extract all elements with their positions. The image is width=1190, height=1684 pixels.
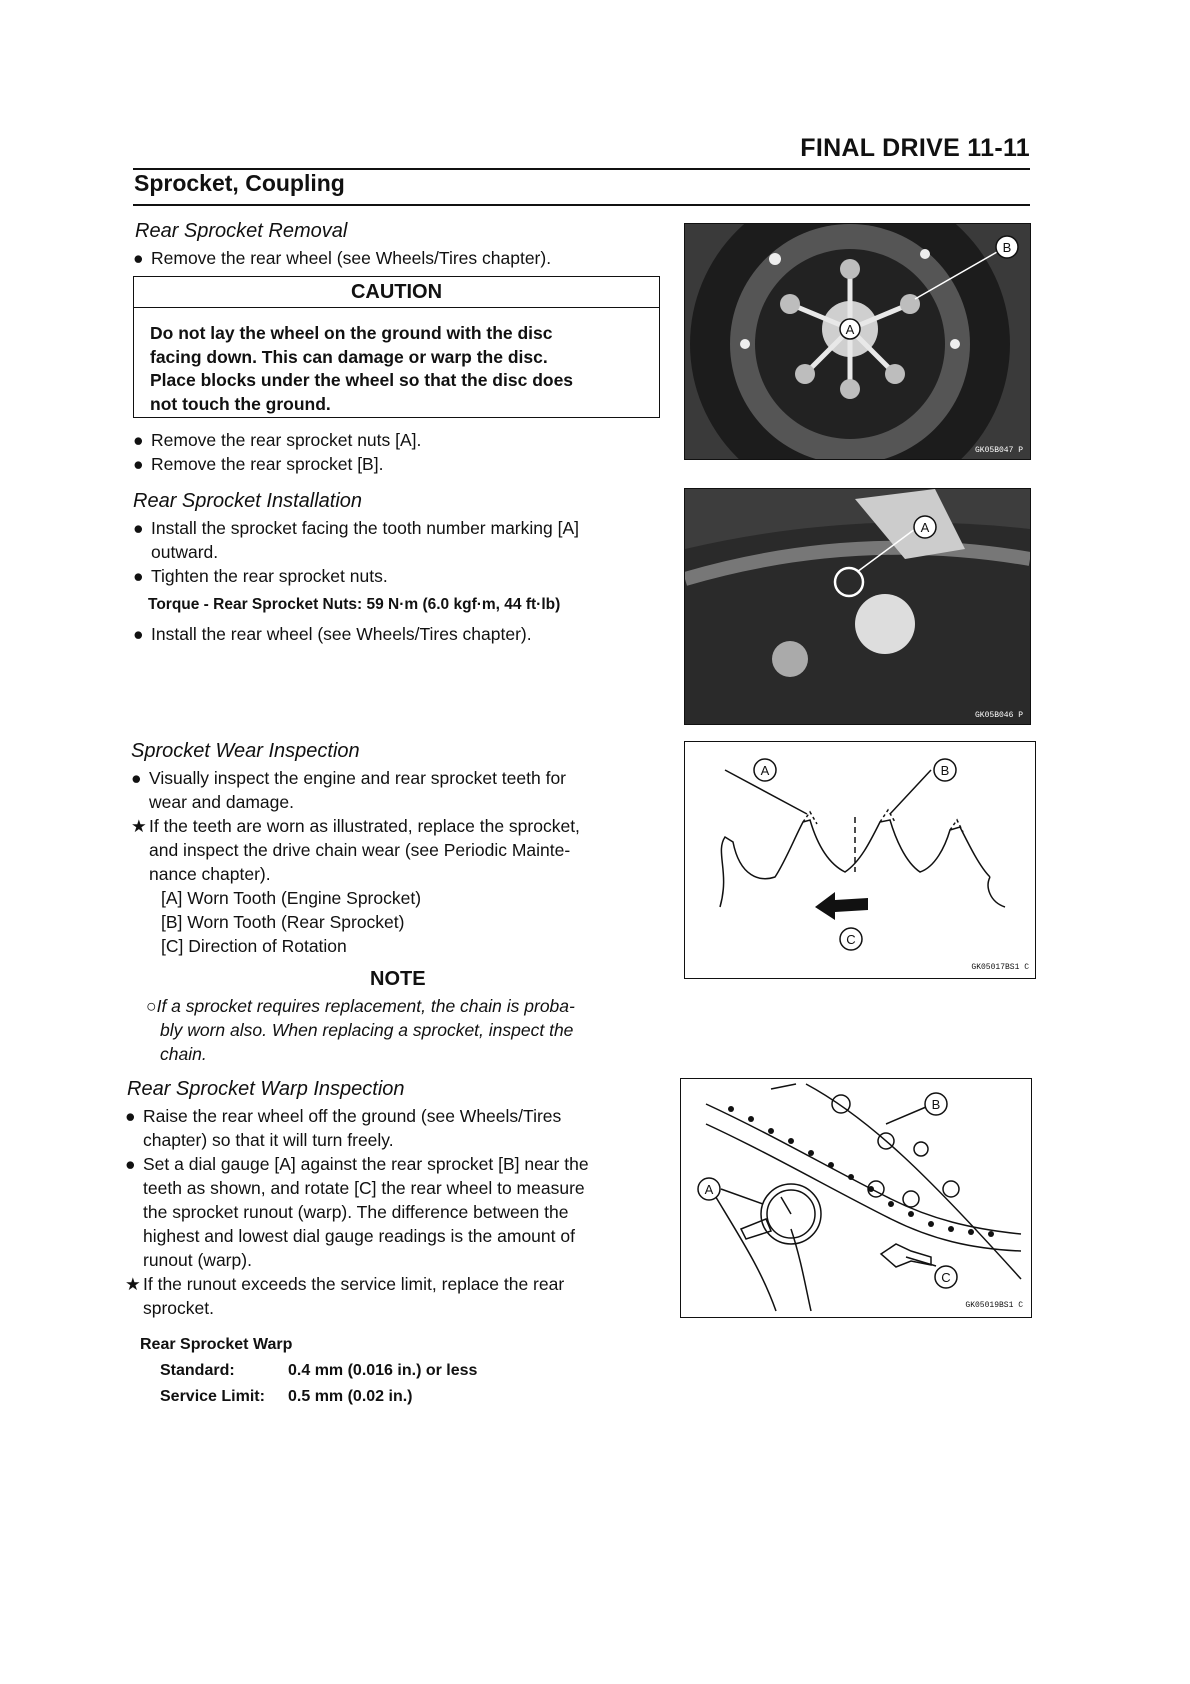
tooth-marking-illustration: [685, 489, 1030, 724]
worn-teeth-illustration: [685, 742, 1035, 978]
warp-spec: [140, 1332, 477, 1410]
spec-title: Rear Sprocket Warp: [140, 1336, 293, 1353]
callout-c-label: C: [846, 932, 856, 947]
figure-code: GK05B047 P: [974, 446, 1023, 455]
note-bullet-icon: ○: [146, 996, 157, 1016]
removal-step-3: ● Remove the rear sprocket [B].: [133, 454, 384, 474]
bullet-icon: ●: [133, 430, 144, 450]
figure-code: GK05019BS1 C: [965, 1301, 1023, 1310]
callout-c-label: C: [941, 1270, 951, 1285]
wear-step-1: ● Visually inspect the engine and rear sprocket teeth for wear and damage.: [131, 768, 567, 812]
section-title: Sprocket, Coupling: [134, 170, 345, 196]
callout-a-label: A: [845, 322, 855, 337]
limit-label: Service Limit:: [160, 1388, 265, 1405]
installation-step-1: ● Install the sprocket facing the tooth number marking [A] outward.: [133, 518, 579, 562]
warp-title: Rear Sprocket Warp Inspection: [127, 1078, 405, 1100]
standard-label: Standard:: [160, 1362, 235, 1379]
standard-value: 0.4 mm (0.016 in.) or less: [288, 1362, 478, 1379]
caution-box: [133, 276, 660, 418]
warp-step-3: ★ If the runout exceeds the service limit, replace the rear sprocket.: [125, 1274, 565, 1318]
figure-code: GK05017BS1 C: [971, 963, 1029, 972]
bullet-icon: ●: [125, 1154, 136, 1174]
wear-title: Sprocket Wear Inspection: [131, 740, 360, 762]
bullet-icon: ●: [133, 248, 144, 268]
wear-step-2: ★ If the teeth are worn as illustrated, replace the sprocket, and inspect the drive chain wear (see Periodic Mainte- nance chapter).: [131, 816, 580, 884]
figure-sprocket-nuts-photo: [684, 223, 1031, 460]
warp-step-2: ● Set a dial gauge [A] against the rear sprocket [B] near the teeth as shown, and rotate [C] the rear wheel to measure the sprocket runout (warp). The difference between the highest and lowest dial gauge readings is the amount of runout (warp).: [125, 1154, 589, 1270]
bullet-icon: ●: [131, 768, 142, 788]
sprocket-nuts-illustration: [685, 224, 1030, 459]
bullet-icon: ●: [133, 566, 144, 586]
bullet-icon: ●: [125, 1106, 136, 1126]
limit-value: 0.5 mm (0.02 in.): [288, 1388, 413, 1405]
callout-b-label: B: [1002, 240, 1012, 255]
warp-step-1: ● Raise the rear wheel off the ground (see Wheels/Tires chapter) so that it will turn freely.: [125, 1106, 562, 1150]
removal-step-2: ● Remove the rear sprocket nuts [A].: [133, 430, 422, 450]
bullet-icon: ●: [133, 454, 144, 474]
rotation-arrow-icon: [815, 892, 868, 920]
section-rule: [133, 204, 1030, 206]
wear-legend: [A] Worn Tooth (Engine Sprocket) [B] Worn Tooth (Rear Sprocket) [C] Direction of Rotation: [161, 888, 422, 956]
callout-a-label: A: [920, 520, 930, 535]
figure-tooth-marking-photo: [684, 488, 1031, 725]
star-icon: ★: [131, 816, 147, 836]
callout-a-label: A: [704, 1182, 714, 1197]
removal-title: Rear Sprocket Removal: [135, 220, 348, 242]
callout-a-label: A: [760, 763, 770, 778]
bullet-icon: ●: [133, 624, 144, 644]
bullet-icon: ●: [133, 518, 144, 538]
installation-step-3: ● Install the rear wheel (see Wheels/Tires chapter).: [133, 624, 532, 644]
page-header-title: FINAL DRIVE 11-11: [800, 134, 1030, 162]
figure-dial-gauge-diagram: [680, 1078, 1032, 1318]
callout-b-label: B: [931, 1097, 941, 1112]
torque-spec: Torque - Rear Sprocket Nuts: 59 N·m (6.0 kgf·m, 44 ft·lb): [148, 596, 561, 613]
note-text: ○If a sprocket requires replacement, the chain is proba- bly worn also. When replacing a sprocket, inspect the chain.: [146, 996, 575, 1064]
caution-label: CAUTION: [134, 277, 659, 308]
star-icon: ★: [125, 1274, 141, 1294]
removal-step-1: ● Remove the rear wheel (see Wheels/Tires chapter).: [133, 248, 552, 268]
installation-step-2: ● Tighten the rear sprocket nuts.: [133, 566, 388, 586]
dial-gauge-illustration: [681, 1079, 1031, 1317]
figure-worn-teeth-diagram: [684, 741, 1036, 979]
callout-b-label: B: [940, 763, 950, 778]
installation-title: Rear Sprocket Installation: [133, 490, 363, 512]
note-label: NOTE: [370, 968, 426, 990]
caution-text: Do not lay the wheel on the ground with the disc facing down. This can damage or warp the disc. Place blocks under the wheel so that the disc does not touch the ground.: [150, 323, 574, 414]
figure-code: GK05B046 P: [974, 711, 1023, 720]
